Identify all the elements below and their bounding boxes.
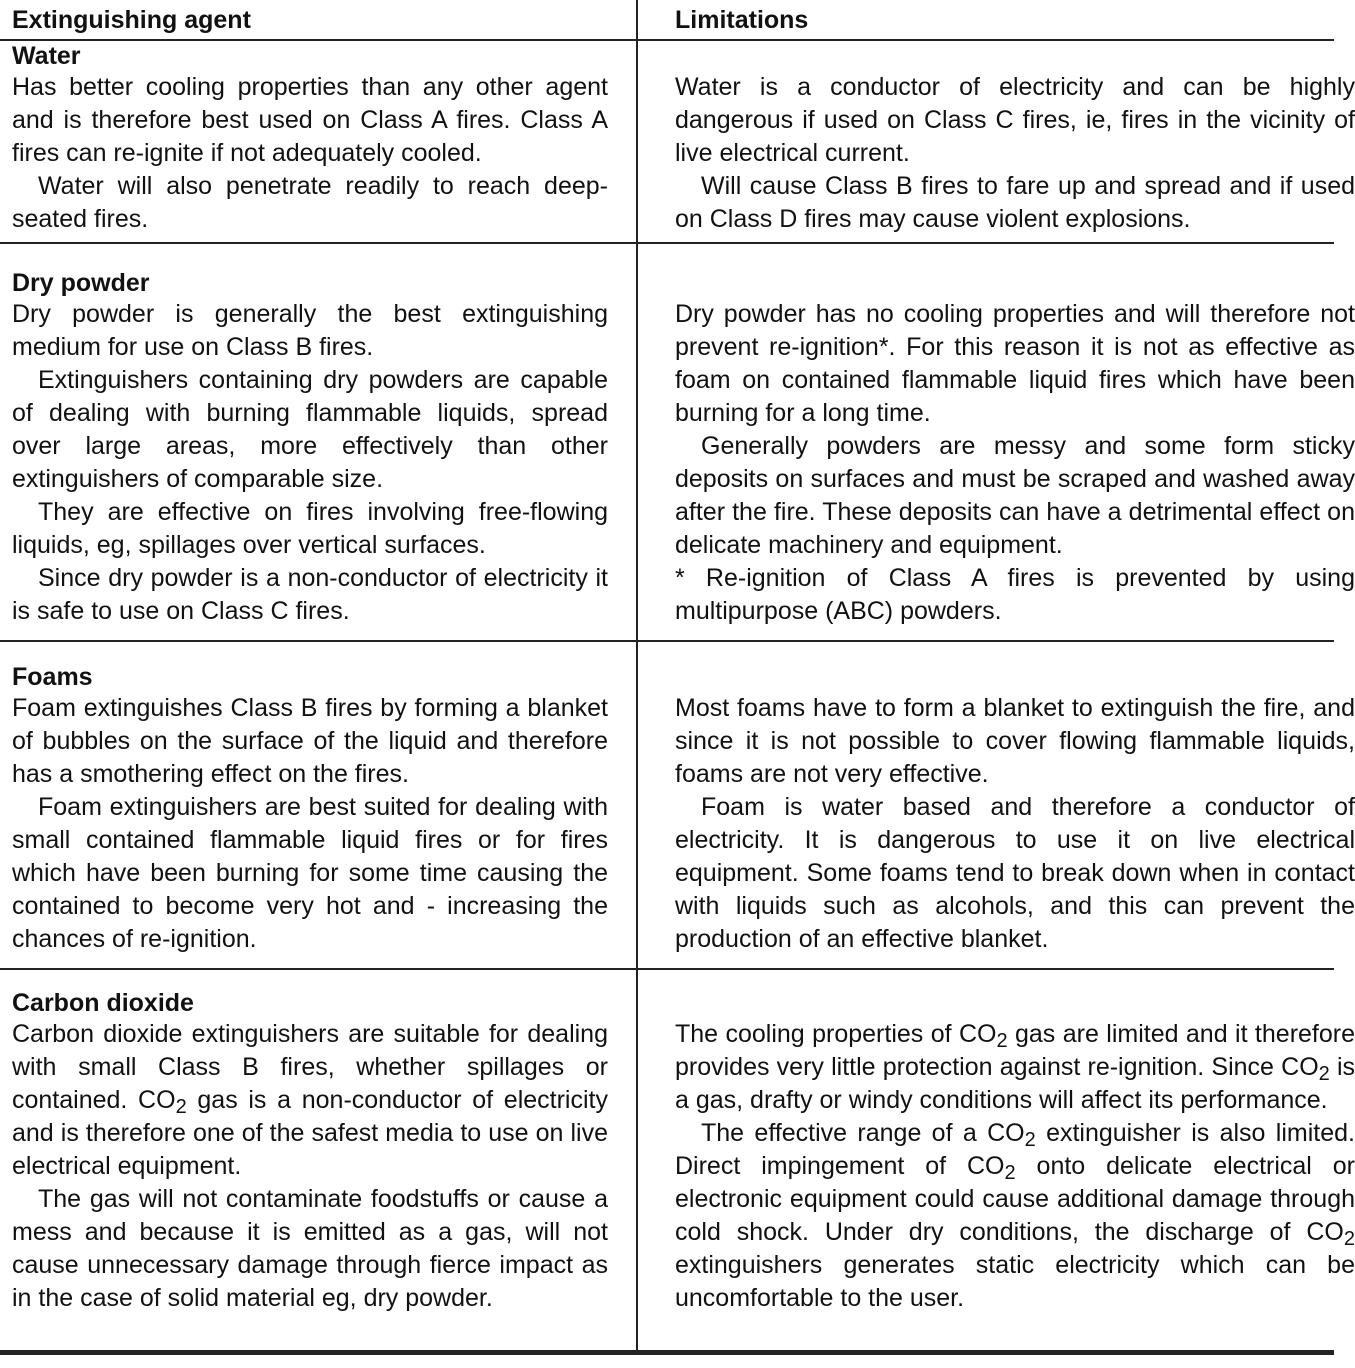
agent-name: Water: [12, 42, 81, 70]
limitation-paragraph: Foam is water based and therefore a conductor of electricity. It is dangerous to use it on live electrical equipment. Some foams tend to break down when in contact with liquids such as alcohols, and this can prevent the production of an effective blanket.: [675, 793, 1355, 953]
limitation-paragraph: The cooling properties of $CO_2$ gas are limited and it therefore provides very little protection against re-ignition. Since $CO_2$ is a gas, drafty or windy conditions will affect its performance.: [675, 1020, 1355, 1114]
table-row-foams: [0, 642, 1355, 970]
limitation-cell: [675, 988, 1355, 1315]
agent-paragraph: Extinguishers containing dry powders are capable of dealing with burning flammable liquids, spread over large areas, more effectively than other extinguishers of comparable size.: [12, 366, 608, 493]
table-row-dry-powder: [0, 244, 1355, 642]
agent-paragraph: Foam extinguishes Class B fires by forming a blanket of bubbles on the surface of the liquid and therefore has a smothering effect on the fires.: [12, 694, 608, 788]
limitation-paragraph: Most foams have to form a blanket to extinguish the fire, and since it is not possible to cover flowing flammable liquids, foams are not very effective.: [675, 694, 1355, 788]
header-limitations: Limitations: [675, 6, 809, 34]
limitation-paragraph: Will cause Class B fires to fare up and spread and if used on Class D fires may cause violent explosions.: [675, 172, 1355, 233]
limitation-paragraph: The effective range of a $CO_2$ extinguisher is also limited. Direct impingement of $CO_2$ onto delicate electrical or electronic equipment could cause additional damage through cold shock. Under dry conditions, the discharge of $CO_2$ extinguishers generates static electricity which can be uncomfortable to the user.: [675, 1119, 1355, 1312]
agent-paragraph: Has better cooling properties than any other agent and is therefore best used on Class A fires. Class A fires can re-ignite if not adequately cooled.: [12, 73, 608, 167]
column-divider: [636, 0, 638, 1352]
agent-paragraph: The gas will not contaminate foodstuffs or cause a mess and because it is emitted as a gas, will not cause unnecessary damage through fierce impact as in the case of solid material eg, dry powder.: [12, 1185, 608, 1312]
table-bottom-rule: [0, 1352, 1334, 1355]
agent-cell: [12, 268, 608, 628]
agent-cell: [12, 988, 608, 1315]
agent-paragraph: Carbon dioxide extinguishers are suitable for dealing with small Class B fires, whether spillages or contained. $CO_2$ gas is a non-conductor of electricity and is therefore one of the safest media to use on live electrical equipment.: [12, 1020, 608, 1180]
agent-paragraph: Water will also penetrate readily to reach deep-seated fires.: [12, 172, 608, 233]
agent-cell: [12, 662, 608, 956]
agent-name: Foams: [12, 663, 93, 691]
limitation-footnote: * Re-ignition of Class A fires is prevented by using multipurpose (ABC) powders.: [675, 564, 1355, 625]
limitation-cell: [675, 41, 1355, 236]
agent-paragraph: Dry powder is generally the best extinguishing medium for use on Class B fires.: [12, 300, 608, 361]
limitation-paragraph: Dry powder has no cooling properties and will therefore not prevent re-ignition*. For this reason it is not as effective as foam on contained flammable liquid fires which have been burning for a long time.: [675, 300, 1355, 427]
agent-paragraph: Since dry powder is a non-conductor of electricity it is safe to use on Class C fires.: [12, 564, 608, 625]
table-header: [0, 0, 1334, 41]
agent-paragraph: Foam extinguishers are best suited for dealing with small contained flammable liquid fires or for fires which have been burning for some time causing the contained to become very hot and - increasing the chances of re-ignition.: [12, 793, 608, 953]
limitation-cell: [675, 268, 1355, 628]
table-row-carbon-dioxide: [0, 970, 1355, 1352]
table-row-water: [0, 41, 1355, 244]
limitation-paragraph: Water is a conductor of electricity and can be highly dangerous if used on Class C fires, ie, fires in the vicinity of live electrical current.: [675, 73, 1355, 167]
agent-cell: [12, 41, 608, 236]
agent-paragraph: They are effective on fires involving free-flowing liquids, eg, spillages over vertical surfaces.: [12, 498, 608, 559]
header-extinguishing-agent: Extinguishing agent: [12, 6, 251, 34]
limitation-cell: [675, 662, 1355, 956]
limitation-paragraph: Generally powders are messy and some form sticky deposits on surfaces and must be scraped and washed away after the fire. These deposits can have a detrimental effect on delicate machinery and equipment.: [675, 432, 1355, 559]
agent-name: Dry powder: [12, 269, 150, 297]
agent-name: Carbon dioxide: [12, 989, 194, 1017]
